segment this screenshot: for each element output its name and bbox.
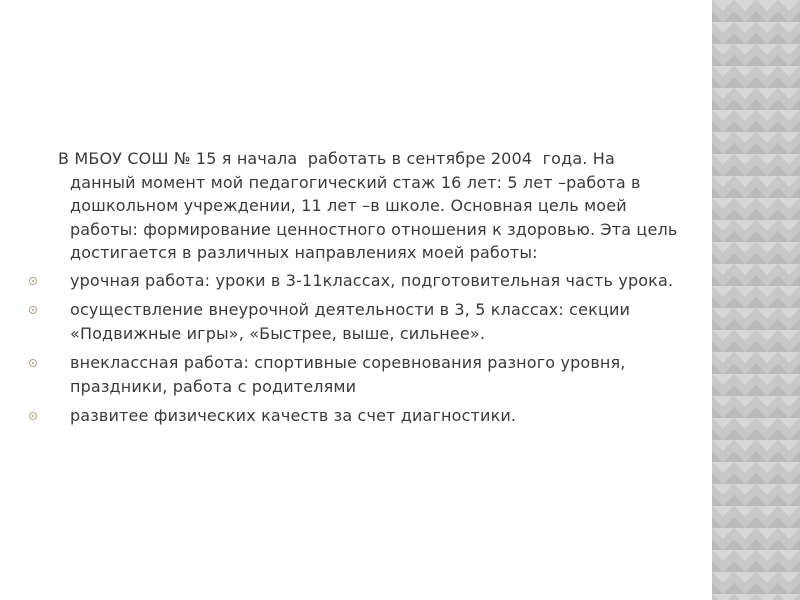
bullet-text: внеклассная работа: спортивные соревнования разного уровня, праздники, работа с родителями xyxy=(70,353,626,396)
ring-bullet-icon xyxy=(29,277,37,285)
ring-bullet-icon xyxy=(29,306,37,314)
intro-paragraph: В МБОУ СОШ № 15 я начала работать в сентябре 2004 года. На данный момент мой педагогический стаж 16 лет: 5 лет –работа в дошкольном учреждении, 11 лет –в школе. Основная цель моей работы: формирование ценностного отношения к здоровью. Эта цель достигается в различных направлениях моей работы: xyxy=(58,149,683,262)
slide-body xyxy=(40,147,683,434)
list-item xyxy=(40,351,680,398)
bullet-list xyxy=(40,269,680,428)
bullet-text: развитее физических качеств за счет диагностики. xyxy=(70,406,517,425)
ring-bullet-icon xyxy=(29,359,37,367)
list-item xyxy=(40,298,680,345)
list-item xyxy=(40,269,680,293)
list-item xyxy=(40,404,680,428)
ring-bullet-icon xyxy=(29,412,37,420)
bullet-text: урочная работа: уроки в 3-11классах, подготовительная часть урока. xyxy=(70,270,674,290)
bullet-text: осуществление внеурочной деятельности в 3, 5 классах: секции «Подвижные игры», «Быстрее, выше, сильнее». xyxy=(70,300,631,343)
decorative-chevron-band xyxy=(712,0,800,600)
